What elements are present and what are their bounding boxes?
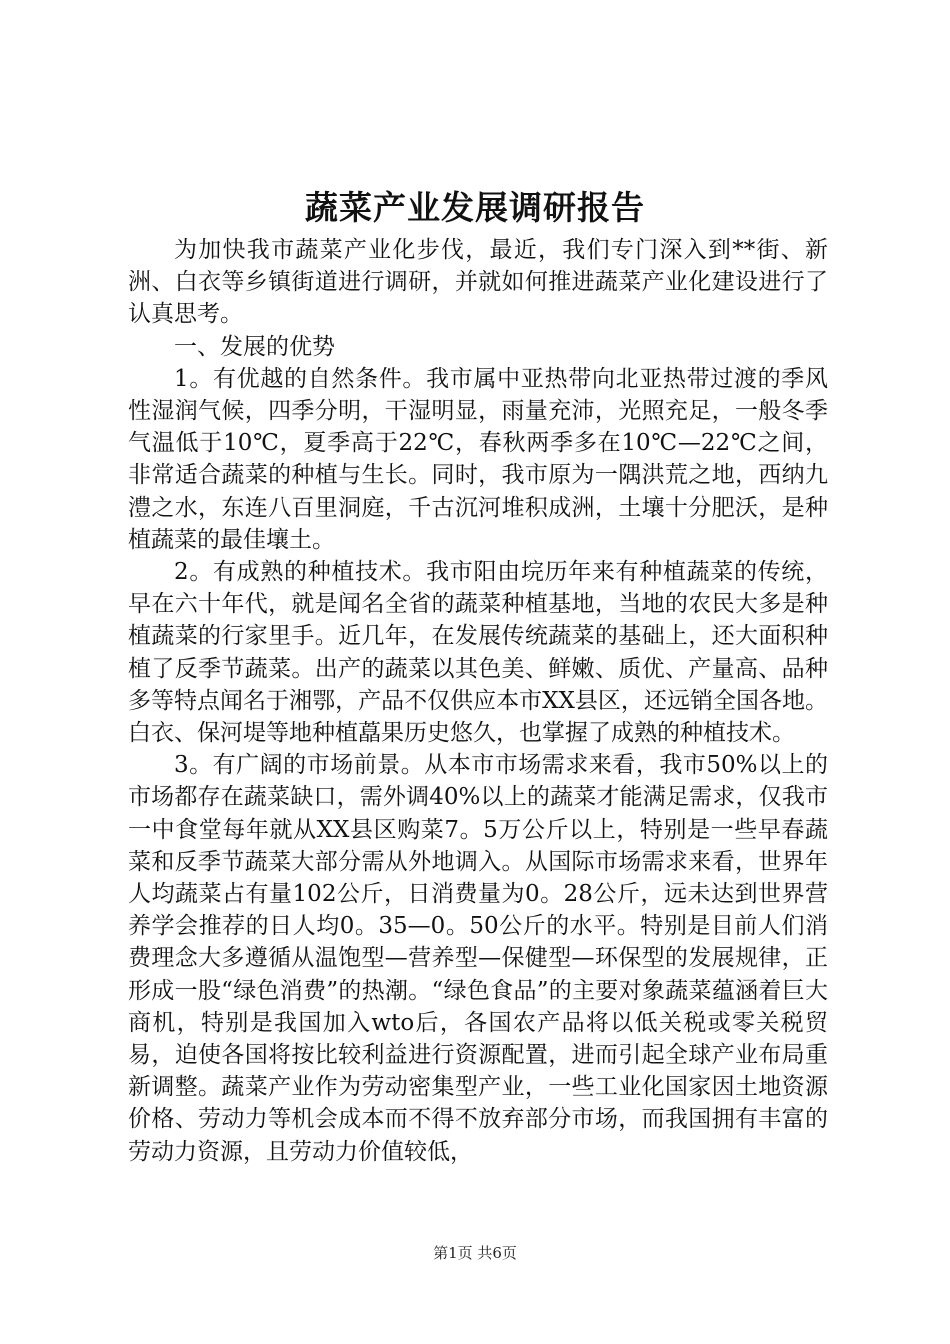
page-footer: 第1页 共6页 xyxy=(433,1244,517,1262)
document-body xyxy=(128,234,828,1168)
paragraph-planting-technology: 2。有成熟的种植技术。我市阳由垸历年来有种植蔬菜的传统，早在六十年代，就是闻名全省的蔬菜种植基地，当地的农民大多是种植蔬菜的行家里手。近几年，在发展传统蔬菜的基础上，还大面积种植了反季节蔬菜。出产的蔬菜以其色美、鲜嫩、质优、产量高、品种多等特点闻名于湘鄂，产品不仅供应本市XX县区，还远销全国各地。白衣、保河堤等地种植藠果历史悠久，也掌握了成熟的种植技术。 xyxy=(128,559,828,747)
section-heading: 一、发展的优势 xyxy=(174,333,335,360)
paragraph-intro: 为加快我市蔬菜产业化步伐，最近，我们专门深入到**街、新洲、白衣等乡镇街道进行调研，并就如何推进蔬菜产业化建设进行了认真思考。 xyxy=(128,237,828,328)
paragraph-natural-conditions: 1。有优越的自然条件。我市属中亚热带向北亚热带过渡的季风性湿润气候，四季分明，干湿明显，雨量充沛，光照充足，一般冬季气温低于10℃，夏季高于22℃，春秋两季多在10℃—22℃之间，非常适合蔬菜的种植与生长。同时，我市原为一隅洪荒之地，西纳九澧之水，东连八百里洞庭，千古沉河堆积成洲，土壤十分肥沃，是种植蔬菜的最佳壤土。 xyxy=(128,365,828,553)
paragraph-market-prospects: 3。有广阔的市场前景。从本市市场需求来看，我市50%以上的市场都存在蔬菜缺口，需外调40%以上的蔬菜才能满足需求，仅我市一中食堂每年就从XX县区购菜7。5万公斤以上，特别是一些早春蔬菜和反季节蔬菜大部分需从外地调入。从国际市场需求来看，世界年人均蔬菜占有量102公斤，日消费量为0。28公斤，远未达到世界营养学会推荐的日人均0。35—0。50公斤的水平。特别是目前人们消费理念大多遵循从温饱型—营养型—保健型—环保型的发展规律，正形成一股“绿色消费”的热潮。“绿色食品”的主要对象蔬菜蕴涵着巨大商机，特别是我国加入wto后，各国农产品将以低关税或零关税贸易，迫使各国将按比较利益进行资源配置，进而引起全球产业布局重新调整。蔬菜产业作为劳动密集型产业，一些工业化国家因土地资源价格、劳动力等机会成本而不得不放弃部分市场，而我国拥有丰富的劳动力资源，且劳动力价值较低， xyxy=(128,752,828,1165)
page-title: 蔬菜产业发展调研报告 xyxy=(305,188,645,227)
